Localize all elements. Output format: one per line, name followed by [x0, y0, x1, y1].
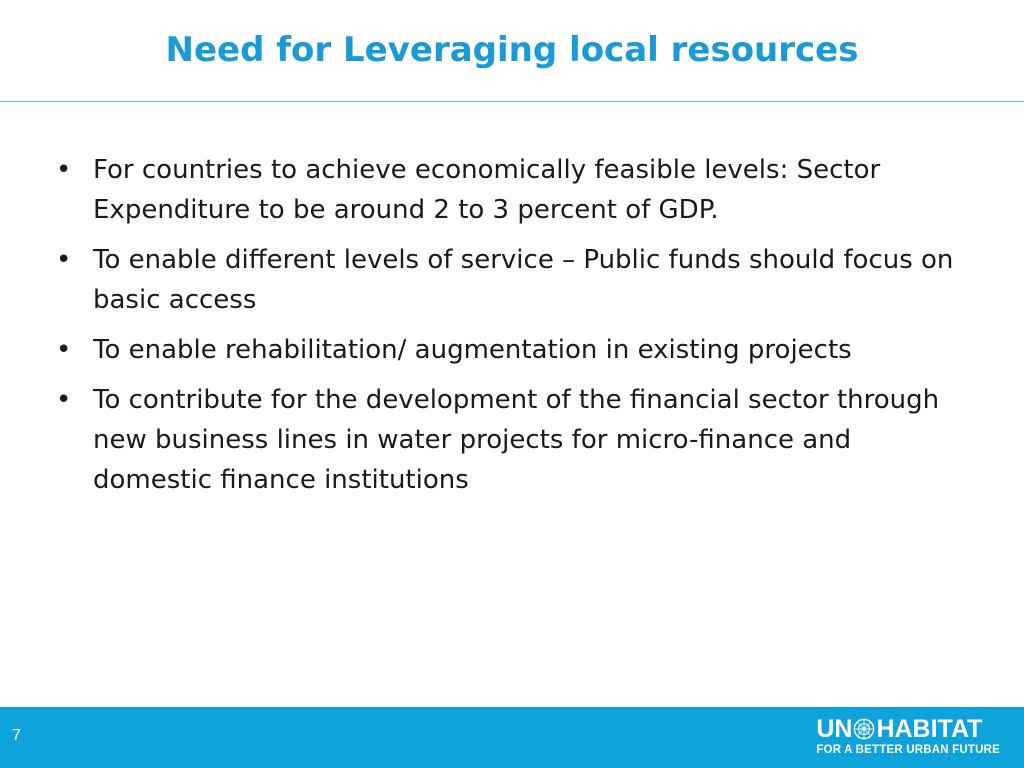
bullet-list [54, 150, 974, 510]
page-number: 7 [12, 727, 21, 744]
bullet-icon: • [56, 385, 72, 415]
bullet-item [54, 380, 974, 500]
un-emblem-icon [853, 718, 875, 740]
bullet-icon: • [56, 335, 72, 365]
bullet-icon: • [56, 245, 72, 275]
bullet-item [54, 240, 974, 320]
bullet-text: To enable different levels of service – Public funds should focus on basic access [93, 245, 954, 315]
bullet-text: To contribute for the development of the financial sector through new business lines in water projects for micro-finance and domestic finance institutions [93, 385, 940, 495]
un-habitat-logo [816, 716, 1000, 758]
slide-title: Need for Leveraging local resources [165, 30, 859, 70]
bullet-item [54, 330, 974, 370]
logo-wordmark [816, 716, 1000, 742]
title-divider [0, 101, 1024, 102]
logo-tagline: FOR A BETTER URBAN FUTURE [816, 744, 1000, 756]
footer-bar [0, 707, 1024, 768]
logo-text-habitat: HABITAT [876, 715, 983, 743]
bullet-item [54, 150, 974, 230]
bullet-text: For countries to achieve economically feasible levels: Sector Expenditure to be around 2 to 3 percent of GDP. [93, 155, 881, 225]
bullet-icon: • [56, 155, 72, 185]
logo-text-un: UN [816, 715, 853, 743]
bullet-text: To enable rehabilitation/ augmentation in existing projects [93, 335, 852, 365]
